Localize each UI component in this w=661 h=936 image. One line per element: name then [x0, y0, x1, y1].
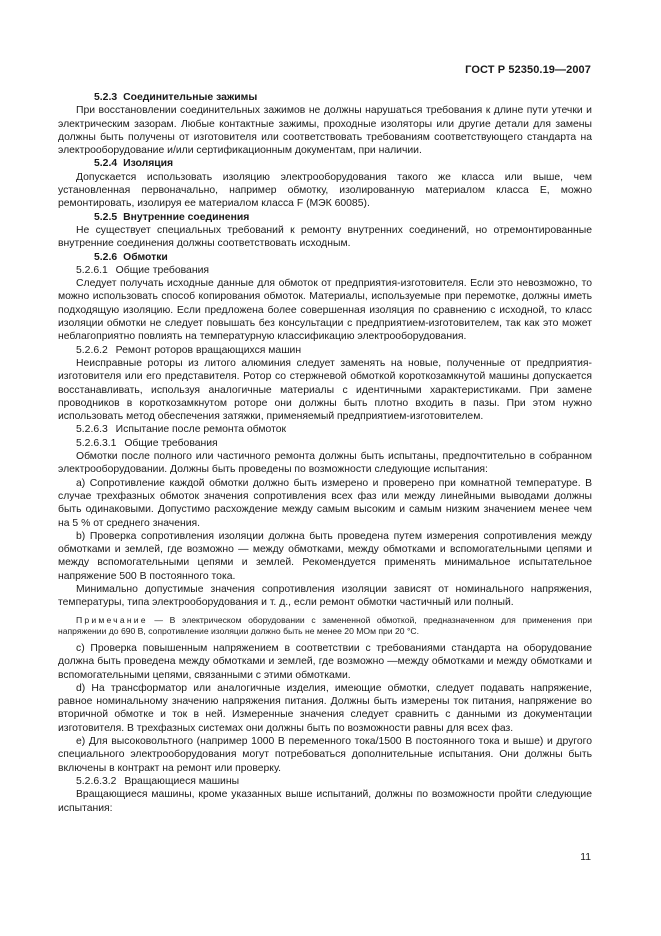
page-number: 11	[580, 852, 591, 863]
section-title: Соединительные зажимы	[123, 92, 258, 103]
subsection-number: 5.2.6.3	[76, 424, 108, 436]
subsection-number: 5.2.6.3.1	[76, 437, 117, 449]
paragraph: Допускается использовать изоляцию электрооборудования такого же класса или выше, чем установленная первоначально, например обмотку, изолированную материалом класса Е, можно ремонтировать, изолируя ее материалом класса F (МЭК 60085).	[58, 171, 592, 210]
section-heading-5-2-5	[58, 211, 592, 224]
list-item-c: с) Проверка повышенным напряжением в соответствии с требованиями стандарта на оборудование должна быть проведена между обмотками и землей, где возможно —между обмотками и между обмотками и вспомогательными цепями, связанными с этими обмотками.	[58, 642, 592, 681]
paragraph: Неисправные роторы из литого алюминия следует заменять на новые, полученные от предприятия-изготовителя или его представителя. Ротор со стержневой обмоткой короткозамкнутой машины допускается восстанавливать, используя аналогичные материалы с идентичными характеристиками. При замене проводников в короткозамкнутом роторе они должны быть плотно входить в пазы. При этом нужно использовать метод обеспечения затяжки, применяемый предприятием-изготовителем.	[58, 357, 592, 423]
subsection-heading-5-2-6-3-1	[58, 437, 592, 450]
section-number: 5.2.5	[94, 211, 118, 223]
section-heading-5-2-4	[58, 157, 592, 170]
section-number: 5.2.4	[94, 158, 118, 170]
paragraph: При восстановлении соединительных зажимов не должны нарушаться требования к длине пути утечки и электрическим зазорам. Любые контактные зажимы, проходные изоляторы или другие детали для замены должны быть получены от изготовителя или соответствовать требованиям соответствующего стандарта на электрооборудование и/или сертификационным документам, при наличии.	[58, 105, 592, 157]
note	[58, 615, 592, 637]
section-title: Внутренние соединения	[123, 211, 250, 223]
subsection-number: 5.2.6.3.2	[76, 775, 117, 787]
paragraph: Вращающиеся машины, кроме указанных выше испытаний, должны по возможности пройти следующие испытания:	[58, 789, 592, 814]
subsection-heading-5-2-6-3-2	[58, 775, 592, 788]
paragraph: Не существует специальных требований к ремонту внутренних соединений, но отремонтированные внутренние соединения должны соответствовать исходным.	[58, 224, 592, 250]
list-item-b: b) Проверка сопротивления изоляции должна быть проведена путем измерения сопротивления между обмотками и землей, где возможно — между обмотками, между обмотками и вспомогательными цепями и между вспомогательными цепями и землей. Рекомендуется применять минимальное испытательное напряжение 500 В постоянного тока.	[58, 530, 592, 582]
subsection-title: Вращающиеся машины	[124, 775, 240, 787]
section-heading-5-2-6	[58, 251, 592, 264]
paragraph: Обмотки после полного или частичного ремонта должны быть испытаны, предпочтительно в собранном электрооборудовании. Должны быть проведены по возможности следующие испытания:	[58, 451, 592, 476]
note-label: Примечание	[76, 614, 148, 625]
paragraph: Следует получать исходные данные для обмоток от предприятия-изготовителя. Если это невозможно, то можно использовать способ копирования обмоток. Материалы, используемые при перемотке, должны иметь подходящую изоляцию. Если предложена более совершенная изоляция по сравнению с исходной, то класс изоляции обмотки не следует повышать без консультации с предприятием-изготовителем, так как это может неблагоприятно повлиять на температурную классификацию электрооборудования.	[58, 278, 592, 343]
subsection-title: Общие требования	[124, 437, 218, 449]
subsection-number: 5.2.6.1	[76, 264, 108, 276]
section-number: 5.2.3	[94, 92, 118, 103]
section-title: Изоляция	[123, 158, 174, 170]
subsection-heading-5-2-6-2	[58, 344, 592, 357]
paragraph: Минимально допустимые значения сопротивления изоляции зависят от номинального напряжения, температуры, типа электрооборудования и т. д., если ремонт обмотки частичный или полный.	[58, 583, 592, 609]
page-content	[58, 91, 592, 815]
section-number: 5.2.6	[94, 251, 118, 263]
section-title: Обмотки	[123, 251, 168, 263]
subsection-number: 5.2.6.2	[76, 344, 108, 356]
list-item-e: е) Для высоковольтного (например 1000 В переменного тока/1500 В постоянного тока и выше) и другого специального электрооборудования могут потребоваться дополнительные испытания. Они должны быть включены в контракт на ремонт или проверку.	[58, 736, 592, 774]
standard-code-header: ГОСТ Р 52350.19—2007	[465, 64, 591, 76]
section-heading-5-2-3	[58, 91, 592, 104]
subsection-heading-5-2-6-3	[58, 423, 592, 436]
note-text: — В электрическом оборудовании с замененной обмоткой, предназначенном для применения при напряжении до 690 В, сопротивление изоляции должно быть не менее 20 МОм при 20 °C.	[58, 614, 593, 636]
list-item-a: а) Сопротивление каждой обмотки должно быть измерено и проверено при комнатной температуре. В случае трехфазных обмоток значения сопротивления всех фаз или между линейными выводами должны быть одинаковыми. Допустимо расхождение между самым высоким и самым низким значением менее чем на 5 % от среднего значения.	[58, 477, 592, 529]
subsection-title: Общие требования	[115, 264, 210, 276]
subsection-title: Испытание после ремонта обмоток	[115, 424, 287, 436]
subsection-title: Ремонт роторов вращающихся машин	[115, 344, 302, 356]
list-item-d: d) На трансформатор или аналогичные изделия, имеющие обмотки, следует подавать напряжение, равное номинальному значению напряжения питания. Должны быть измерены ток питания, напряжение во вторичной обмотке и ток в ней. Измеренные значения следует сравнить с данными из документации изготовителя. В трехфазных системах они должны быть по возможности равны для всех фаз.	[58, 682, 592, 734]
subsection-heading-5-2-6-1	[58, 264, 592, 277]
